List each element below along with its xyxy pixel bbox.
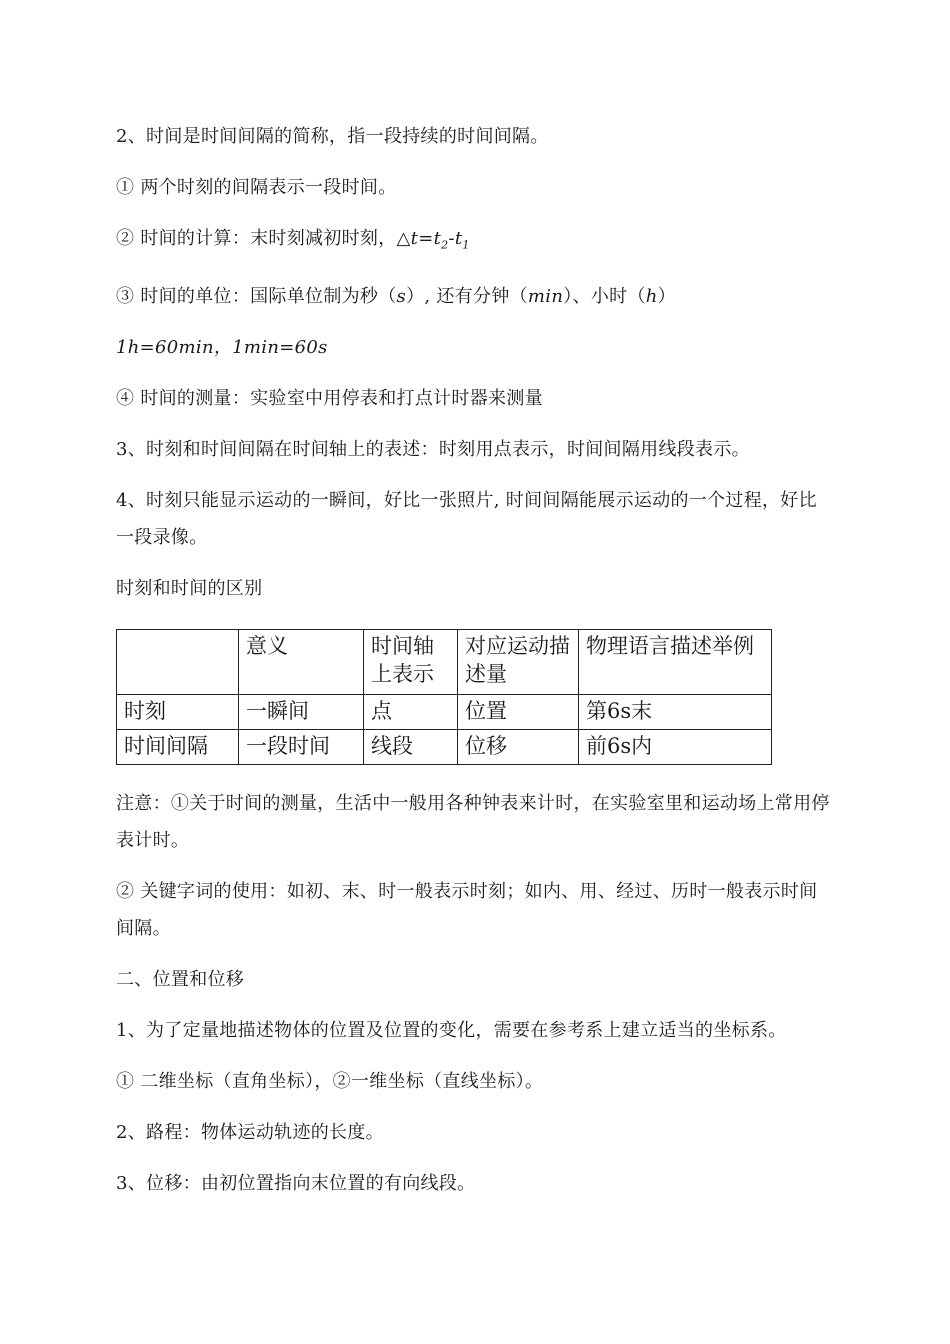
table-cell: 时间间隔 [117, 729, 239, 764]
calc-text: ② 时间的计算：末时刻减初时刻， [116, 228, 397, 249]
paragraph-time-interval: ① 两个时刻的间隔表示一段时间。 [116, 177, 397, 198]
table-cell: 前6s内 [579, 729, 772, 764]
section-heading-position: 二、位置和位移 [116, 968, 245, 990]
table-header-cell: 意义 [239, 629, 364, 694]
paragraph-time-definition: 2、时间是时间间隔的简称，指一段持续的时间间隔。 [116, 126, 549, 147]
table-header-cell: 物理语言描述举例 [579, 629, 772, 694]
unit-min: min [527, 285, 564, 307]
paragraph-note-keywords: ② 关键字词的使用：如初、末、时一般表示时刻；如内、用、经过、历时一般表示时间间隔。 [116, 880, 818, 939]
table-header-cell: 时间轴上表示 [364, 629, 458, 694]
paragraph-unit-conversion: 1h=60min，1min=60s [116, 336, 328, 358]
paragraph-coordinate-types: ① 二维坐标（直角坐标），②一维坐标（直线坐标）。 [116, 1070, 544, 1092]
table-row [117, 694, 772, 729]
table-cell: 一段时间 [239, 729, 364, 764]
paragraph-moment-vs-interval: 4、时刻只能显示运动的一瞬间，好比一张照片, 时间间隔能展示运动的一个过程，好比一段录像。 [116, 489, 817, 548]
table-cell: 位置 [458, 694, 579, 729]
table-header-cell: 对应运动描述量 [458, 629, 579, 694]
table-cell: 点 [364, 694, 458, 729]
paragraph-time-measurement: ④ 时间的测量：实验室中用停表和打点计时器来测量 [116, 387, 543, 409]
paragraph-time-axis: 3、时刻和时间间隔在时间轴上的表述：时刻用点表示，时间间隔用线段表示。 [116, 438, 750, 460]
paragraph-path-length: 2、路程：物体运动轨迹的长度。 [116, 1121, 384, 1143]
table-header-row [117, 629, 772, 694]
unit-h: h [645, 285, 658, 307]
table-cell: 时刻 [117, 694, 239, 729]
paragraph-displacement: 3、位移：由初位置指向末位置的有向线段。 [116, 1172, 476, 1194]
table-cell: 位移 [458, 729, 579, 764]
comparison-table [116, 629, 772, 765]
table-caption: 时刻和时间的区别 [116, 577, 263, 599]
paragraph-note-measurement: 注意：①关于时间的测量，生活中一般用各种钟表来计时，在实验室里和运动场上常用停表计时。 [116, 792, 830, 851]
unit-s: s [396, 285, 407, 307]
table-row [117, 729, 772, 764]
table-cell: 一瞬间 [239, 694, 364, 729]
delta-t-formula: $\triangle t=t_2-t_1$ [396, 228, 470, 252]
table-cell: 第6s末 [579, 694, 772, 729]
table-cell: 线段 [364, 729, 458, 764]
paragraph-time-calculation [116, 220, 830, 264]
paragraph-time-units: ③ 时间的单位：国际单位制为秒（s）, 还有分钟（min）、小时（h） [116, 285, 676, 307]
table-header-cell [117, 629, 239, 694]
paragraph-coordinate-system: 1、为了定量地描述物体的位置及位置的变化，需要在参考系上建立适当的坐标系。 [116, 1019, 787, 1041]
